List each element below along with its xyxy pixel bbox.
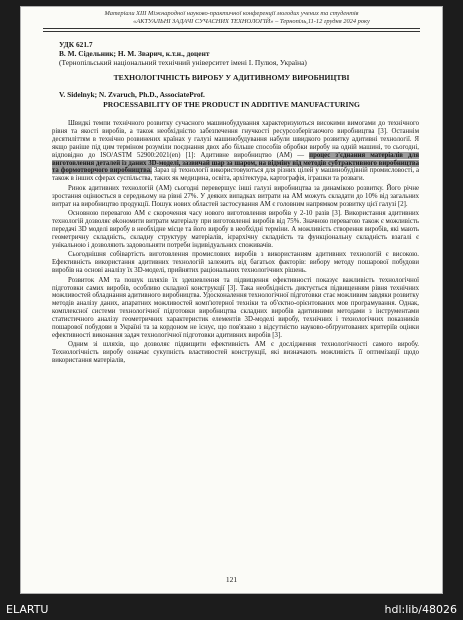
document-page bbox=[20, 6, 443, 594]
paragraph-5: Розвиток АМ та пошук шляхів їх здешевлення та підвищення ефективності показує важливість технологічної підготовки самих виробів, особливо складної конструкції [3]. Така необхідність диктується підвищенням рівня технічних можливостей обладнання адитивного виробництва. Удосконалення технологічної підготовки стає можливим завдяки розвитку методів аналізу даних, апаратних можливостей комп'ютерної техніки та об'єктно-орієнтованих мов програмування. Однак, комплексної системи технологічної підготовки виробництва складних виробів адитивними методами з інструментами статистичного аналізу геометричних характеристик елементів 3D-моделі виробу, технічних і технологічних показників пошарової побудови в Україні та за кордоном не існує, що пов'язано з відсутністю науково-обґрунтованих критеріїв оцінки ефективності виконання задач технологічної підготовки адитивних виробів [3]. bbox=[52, 276, 419, 339]
paragraph-6: Одним зі шляхів, що дозволяє підвищити ефективність АМ є дослідження технологічності самого виробу. Технологічність виробу означає сукупність властивостей конструкції, які визначають можливість її оптимізації щодо використання матеріалів, bbox=[52, 341, 419, 365]
handle-identifier[interactable]: hdl:lib/48026 bbox=[384, 602, 457, 616]
header-rule-thick bbox=[43, 28, 420, 29]
conference-header-line1: Матеріали XIII Міжнародної науково-практичної конференції молодих учених та студентів bbox=[104, 10, 359, 17]
paragraph-1 bbox=[52, 120, 419, 183]
authors-ua: В. М. Сідельник; Н. М. Зварич, к.т.н., доцент bbox=[59, 49, 210, 58]
title-en: PROCESSABILITY OF THE PRODUCT IN ADDITIVE MANUFACTURING bbox=[103, 100, 360, 109]
title-ua: ТЕХНОЛОГІЧНІСТЬ ВИРОБУ У АДИТИВНОМУ ВИРОБНИЦТВІ bbox=[113, 73, 350, 82]
repository-footer bbox=[0, 598, 463, 620]
page-number: 121 bbox=[225, 575, 238, 584]
udk-code: УДК 621.7 bbox=[59, 40, 93, 49]
highlighted-definition: процес з'єднання матеріалів для виготовлення деталей із даних 3D-моделі, зазвичай шар за шаром, на відміну від методів субтрактивного виробництва та формотворчого виробництва. bbox=[52, 151, 419, 175]
repository-name: ELARTU bbox=[6, 602, 49, 616]
header-rule-thin bbox=[43, 31, 420, 32]
paragraph-1-end: Зараз ці технології використовуються для різних цілей у машинобудівній промисловості, а також в інших сферах суспільства, таких як медицина, освіта, архітектура, картографія, іграшки та розваги. bbox=[52, 167, 419, 183]
authors-en: V. Sidelnyk; N. Zvaruch, Ph.D., AssociateProf. bbox=[59, 90, 205, 99]
paragraph-3: Основною перевагою АМ є скорочення часу нового виготовлення виробів у 2-10 разів [3]. Використання адитивних технологій дозволяє økономити витрати матеріалу при виготовленні виробів від 75%. Значною перевагою також є можливість передачі 3D моделі виробу в необхідне місце та його виробу в необхідні терміни. А можливість створення виробів, які мають геометричну складність, складну структуру матеріалів, ієрархічну складність та функціональну складність взагалі є унікальною і дозволяють задовольняти потреби індивідуальних споживачів. bbox=[52, 210, 419, 249]
affiliation: (Тернопільський національний технічний університет імені І. Пулюя, Україна) bbox=[59, 58, 307, 67]
conference-header-line2: «АКТУАЛЬНІ ЗАДАЧІ СУЧАСНИХ ТЕХНОЛОГІЙ» – Тернопіль,11-12 грудня 2024 року bbox=[133, 18, 370, 25]
paragraph-1-start: Швидкі темпи технічного розвитку сучасного машинобудування характеризуються високими вимогами до технічного рівня та якості виробів, а також необхідністю забезпечення гнучкості ресурсозберігаючого виробництва [3]. Останнім десятиліттям в технічно розвинених країнах у галузі машинобудування набули швидкого розвитку адитивні технології. Я якщо раніше під цим терміном розуміли поєднання двох або більше способів обробки виробу на одній машині, то сьогодні, відповідно до ISO/ASTM 52900:2021(en) [1]: Адитивне виробництво (АМ) — bbox=[52, 120, 419, 159]
paragraph-2: Ринок адитивних технологій (АМ) сьогодні перевершує інші галузі виробництва за динамікою розвитку. Його річне зростання оцінюється в середньому на рівні 27%. У деяких випадках витрати на АМ можуть складати до 10% від загальних витрат на виробництво продукції. Пошук нових областей застосування АМ є головним напрямком розвитку цієї галузі [2]. bbox=[52, 184, 419, 208]
paragraph-4: Сьогоднішня собівартість виготовлення промислових виробів з використанням адитивних технологій є високою. Ефективність використання адитивних технологій залежить від багатьох факторів: вибору методу пошарової побудови виробів на основі аналізу їх 3D-моделі, прийнятих раціональних технологічних рішень. bbox=[52, 251, 419, 275]
conference-header bbox=[21, 10, 442, 26]
article-body bbox=[52, 120, 419, 367]
